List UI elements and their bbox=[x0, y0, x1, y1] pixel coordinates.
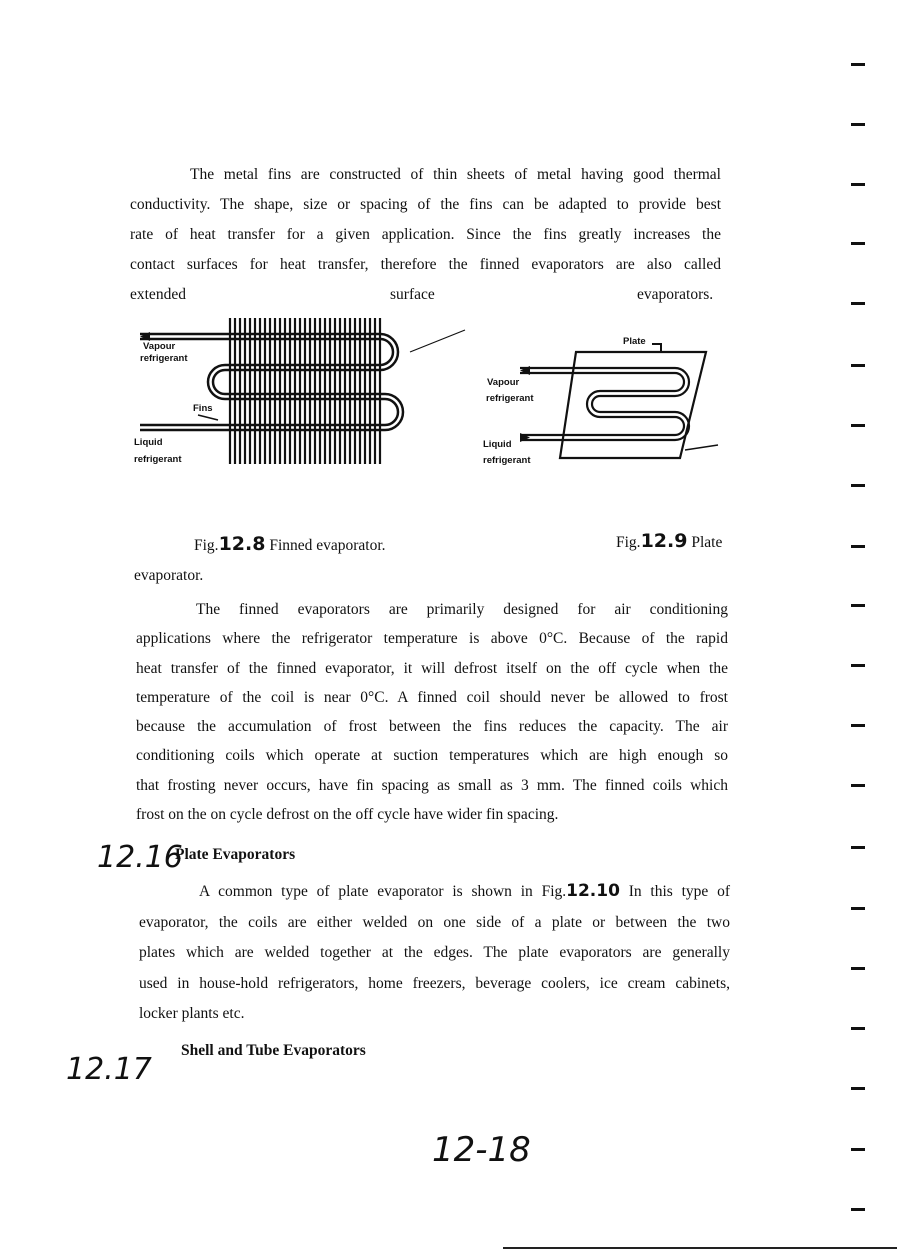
handwritten-section-number: 12.17 bbox=[66, 1052, 152, 1087]
text-run: In this type of bbox=[628, 883, 731, 900]
text-line: rate of heat transfer for a given application. Since the fins greatly increases the bbox=[130, 226, 721, 243]
text-line: frost on the on cycle defrost on the off cycle have wider fin spacing. bbox=[136, 806, 559, 824]
text-line: conditioning coils which operate at suction temperatures which are high enough so bbox=[136, 747, 728, 765]
bottom-scan-line bbox=[503, 1247, 897, 1249]
text-line: heat transfer of the finned evaporator, it will defrost itself on the off cycle when the bbox=[136, 659, 728, 677]
margin-tick bbox=[851, 424, 865, 427]
text-line: because the accumulation of frost between the fins reduces the capacity. The air bbox=[136, 718, 728, 736]
text-line: contact surfaces for heat transfer, therefore the finned evaporators are also called bbox=[130, 256, 721, 273]
text-word: extended bbox=[130, 286, 186, 303]
text-line: locker plants etc. bbox=[139, 1005, 245, 1022]
margin-tick bbox=[851, 664, 865, 667]
text-run: A common type of plate evaporator is shown in Fig. bbox=[199, 883, 567, 900]
margin-tick bbox=[851, 1027, 865, 1030]
margin-tick bbox=[851, 183, 865, 186]
paragraph-finned-applications bbox=[136, 595, 728, 829]
margin-tick bbox=[851, 907, 865, 910]
caption-prefix: Fig. bbox=[616, 534, 641, 551]
margin-tick bbox=[851, 364, 865, 367]
caption-figure-number: 12.8 bbox=[218, 533, 266, 555]
label-liquid: Liquid bbox=[483, 439, 512, 450]
label-refrigerant: refrigerant bbox=[140, 353, 188, 364]
margin-tick bbox=[851, 484, 865, 487]
label-vapour: Vapour bbox=[487, 377, 520, 388]
section-heading-shell-tube: Shell and Tube Evaporators bbox=[181, 1042, 366, 1059]
margin-tick bbox=[851, 1208, 865, 1211]
label-refrigerant: refrigerant bbox=[483, 455, 531, 466]
caption-text: Plate bbox=[691, 534, 723, 551]
label-refrigerant: refrigerant bbox=[134, 454, 182, 465]
margin-tick bbox=[851, 784, 865, 787]
caption-figure-number: 12.9 bbox=[640, 530, 688, 552]
label-refrigerant: refrigerant bbox=[486, 393, 534, 404]
text-line: evaporator, the coils are either welded on one side of a plate or between the two bbox=[139, 913, 730, 931]
handwritten-page-number: 12-18 bbox=[432, 1130, 531, 1170]
paragraph-plate-evaporators bbox=[139, 876, 730, 1030]
caption-text: Finned evaporator. bbox=[269, 537, 386, 554]
margin-tick bbox=[851, 1148, 865, 1151]
caption-continuation: evaporator. bbox=[134, 567, 204, 584]
text-line: applications where the refrigerator temperature is above 0°C. Because of the rapid bbox=[136, 630, 728, 648]
text-word: surface bbox=[390, 286, 435, 303]
label-plate: Plate bbox=[623, 336, 646, 347]
text-line: conductivity. The shape, size or spacing of the fins can be adapted to provide best bbox=[130, 196, 721, 213]
label-liquid: Liquid bbox=[134, 437, 163, 448]
text-word: evaporators. bbox=[637, 286, 714, 303]
margin-tick bbox=[851, 242, 865, 245]
figure-caption-plate bbox=[616, 530, 722, 552]
margin-tick bbox=[851, 302, 865, 305]
label-fins: Fins bbox=[193, 403, 213, 414]
text-line: temperature of the coil is near 0°C. A finned coil should never be allowed to frost bbox=[136, 688, 728, 706]
figure-caption-finned bbox=[194, 533, 386, 555]
section-heading-plate-evaporators: Plate Evaporators bbox=[175, 846, 296, 863]
margin-tick bbox=[851, 123, 865, 126]
handwritten-section-number: 12.16 bbox=[97, 840, 183, 875]
margin-tick bbox=[851, 846, 865, 849]
margin-tick bbox=[851, 63, 865, 66]
label-vapour: Vapour bbox=[143, 341, 176, 352]
paragraph-fins bbox=[130, 160, 721, 280]
figure-reference: 12.10 bbox=[566, 881, 620, 901]
text-line bbox=[139, 876, 730, 908]
text-line: used in house-hold refrigerators, home freezers, beverage coolers, ice cream cabinets, bbox=[139, 974, 730, 992]
caption-prefix: Fig. bbox=[194, 537, 219, 554]
text-line: that frosting never occurs, have fin spacing as small as 3 mm. The finned coils which bbox=[136, 776, 728, 794]
text-line: plates which are welded together at the edges. The plate evaporators are generally bbox=[139, 944, 730, 961]
margin-tick bbox=[851, 1087, 865, 1090]
margin-tick bbox=[851, 724, 865, 727]
text-line: The metal fins are constructed of thin sheets of metal having good thermal bbox=[190, 166, 721, 183]
text-line: The finned evaporators are primarily designed for air conditioning bbox=[196, 601, 728, 618]
margin-tick bbox=[851, 967, 865, 970]
margin-tick bbox=[851, 545, 865, 548]
margin-tick bbox=[851, 604, 865, 607]
